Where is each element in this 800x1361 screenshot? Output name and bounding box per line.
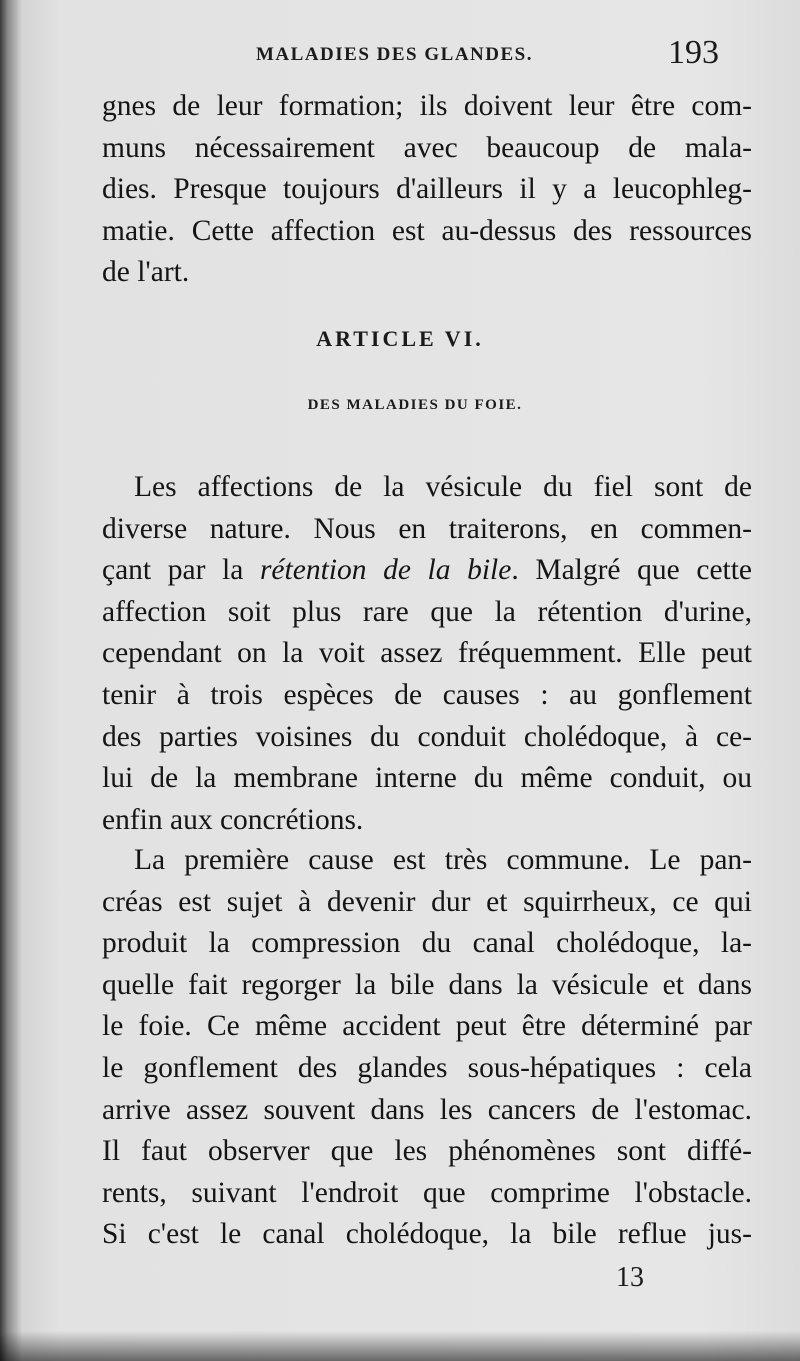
text-line: Si c'est le canal cholédoque, la bile reflue jus- <box>102 1218 752 1251</box>
text-line: des parties voisines du conduit cholédoque, à ce- <box>102 720 752 753</box>
paragraph-bile-retention <box>102 467 752 841</box>
section-heading: DES MALADIES DU FOIE. <box>307 397 523 413</box>
text-line: tenir à trois espèces de causes : au gonflement <box>102 678 752 711</box>
signature-mark: 13 <box>616 1262 644 1293</box>
text-line: affection soit plus rare que la rétention d'urine, <box>102 595 752 628</box>
text-line: arrive assez souvent dans les cancers de l'estomac. <box>102 1093 752 1126</box>
text-line: dies. Presque toujours d'ailleurs il y a leucophleg- <box>102 173 752 206</box>
page-number: 193 <box>668 34 719 71</box>
text-line: La première cause est très commune. Le pan- <box>134 844 752 876</box>
text-line: de l'art. <box>102 256 190 289</box>
text-line: diverse nature. Nous en traiterons, en commen- <box>102 512 752 545</box>
text-line: le gonflement des glandes sous-hépatiques : cela <box>102 1051 752 1084</box>
running-title: MALADIES DES GLANDES. <box>256 44 533 65</box>
paragraph-first-cause <box>102 840 752 1256</box>
text-line: le foie. Ce même accident peut être déterminé par <box>102 1010 752 1043</box>
text-fragment: çant par la <box>102 554 260 587</box>
text-line: cependant on la voit assez fréquemment. Elle peut <box>102 637 752 670</box>
text-line: Les affections de la vésicule du fiel sont de <box>134 471 752 503</box>
text-line <box>102 550 752 592</box>
text-line: matie. Cette affection est au-dessus des ressources <box>102 214 752 247</box>
text-line: Il faut observer que les phénomènes sont diffé- <box>102 1135 752 1168</box>
text-line: muns nécessairement avec beaucoup de mala- <box>102 131 752 164</box>
text-line: produit la compression du canal cholédoque, la- <box>102 927 752 960</box>
text-line: créas est sujet à devenir dur et squirrheux, ce qui <box>102 885 752 918</box>
text-fragment: . Malgré que cette <box>511 554 753 587</box>
article-heading: ARTICLE VI. <box>316 326 484 351</box>
text-line: lui de la membrane interne du même conduit, ou <box>102 762 752 795</box>
text-line: enfin aux concrétions. <box>102 803 364 836</box>
text-line: rents, suivant l'endroit que comprime l'obstacle. <box>102 1176 752 1209</box>
text-line: gnes de leur formation; ils doivent leur être com- <box>102 90 752 122</box>
italic-term: rétention de la bile <box>259 554 512 587</box>
text-line: quelle fait regorger la bile dans la vésicule et dans <box>102 968 752 1001</box>
paragraph-continued <box>102 86 752 294</box>
